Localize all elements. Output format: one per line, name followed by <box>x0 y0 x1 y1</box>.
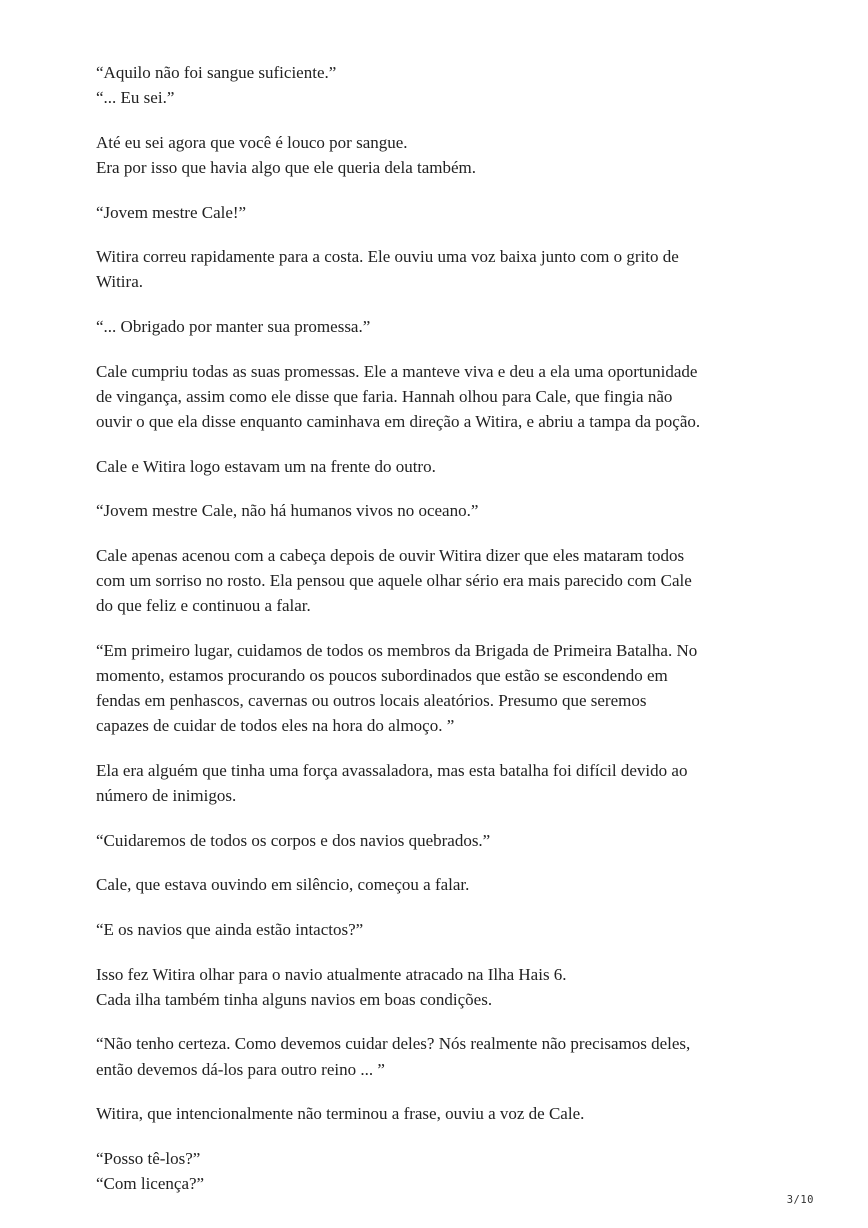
text-line: Cale e Witira logo estavam um na frente do outro. <box>96 456 436 476</box>
paragraph <box>96 60 786 110</box>
text-line: Era por isso que havia algo que ele queria dela também. <box>96 158 476 177</box>
text-line: “Aquilo não foi sangue suficiente.” <box>96 63 337 82</box>
paragraph <box>96 917 786 942</box>
text-line: Ela era alguém que tinha uma força avassaladora, mas esta batalha foi difícil devido ao <box>96 760 688 780</box>
text-line: momento, estamos procurando os poucos subordinados que estão se escondendo em <box>96 665 668 685</box>
paragraph <box>96 244 786 294</box>
paragraph <box>96 872 786 897</box>
text-line: fendas em penhascos, cavernas ou outros locais aleatórios. Presumo que seremos <box>96 691 647 711</box>
text-line: Cale cumpriu todas as suas promessas. Ele a manteve viva e deu a ela uma oportunidade <box>96 361 698 381</box>
paragraph <box>96 1146 786 1196</box>
text-line: “Jovem mestre Cale, não há humanos vivos no oceano.” <box>96 501 479 521</box>
text-line: “Não tenho certeza. Como devemos cuidar deles? Nós realmente não precisamos deles, <box>96 1034 691 1054</box>
paragraph <box>96 454 786 479</box>
text-line: Witira correu rapidamente para a costa. Ele ouviu uma voz baixa junto com o grito de <box>96 247 679 267</box>
text-line: “Jovem mestre Cale!” <box>96 202 247 222</box>
paragraph <box>96 962 786 1012</box>
text-line: número de inimigos. <box>96 786 237 806</box>
text-line: Até eu sei agora que você é louco por sangue. <box>96 132 408 152</box>
text-line: “Em primeiro lugar, cuidamos de todos os membros da Brigada de Primeira Batalha. No <box>96 640 698 660</box>
text-line: do que feliz e continuou a falar. <box>96 596 311 616</box>
text-line: “Com licença?” <box>96 1173 205 1193</box>
text-line: Cale apenas acenou com a cabeça depois de ouvir Witira dizer que eles mataram todos <box>96 545 685 565</box>
paragraph <box>96 828 786 853</box>
text-line: Witira. <box>96 272 143 292</box>
paragraph <box>96 359 786 435</box>
text-line: Cada ilha também tinha alguns navios em boas condições. <box>96 989 493 1009</box>
text-line: capazes de cuidar de todos eles na hora do almoço. ” <box>96 716 455 736</box>
text-line: “... Obrigado por manter sua promessa.” <box>96 316 371 336</box>
text-line: “... Eu sei.” <box>96 88 175 108</box>
text-line: Isso fez Witira olhar para o navio atualmente atracado na Ilha Hais 6. <box>96 964 567 984</box>
page-number: 3/10 <box>786 1194 814 1206</box>
paragraph <box>96 543 786 619</box>
text-line: “E os navios que ainda estão intactos?” <box>96 919 364 939</box>
text-line: “Posso tê-los?” <box>96 1148 201 1168</box>
paragraph <box>96 130 786 180</box>
paragraph <box>96 1031 786 1081</box>
paragraph <box>96 200 786 225</box>
text-line: Witira, que intencionalmente não terminou a frase, ouviu a voz de Cale. <box>96 1104 585 1124</box>
document-body <box>96 60 786 1216</box>
paragraph <box>96 1101 786 1126</box>
text-line: Cale, que estava ouvindo em silêncio, começou a falar. <box>96 875 470 895</box>
paragraph <box>96 498 786 523</box>
paragraph <box>96 758 786 808</box>
text-line: com um sorriso no rosto. Ela pensou que aquele olhar sério era mais parecido com Cale <box>96 570 692 590</box>
paragraph <box>96 314 786 339</box>
text-line: de vingança, assim como ele disse que faria. Hannah olhou para Cale, que fingia não <box>96 386 673 406</box>
text-line: ouvir o que ela disse enquanto caminhava em direção a Witira, e abriu a tampa da poção. <box>96 411 701 431</box>
text-line: “Cuidaremos de todos os corpos e dos navios quebrados.” <box>96 830 491 850</box>
text-line: então devemos dá-los para outro reino ... ” <box>96 1059 385 1079</box>
paragraph <box>96 638 786 739</box>
